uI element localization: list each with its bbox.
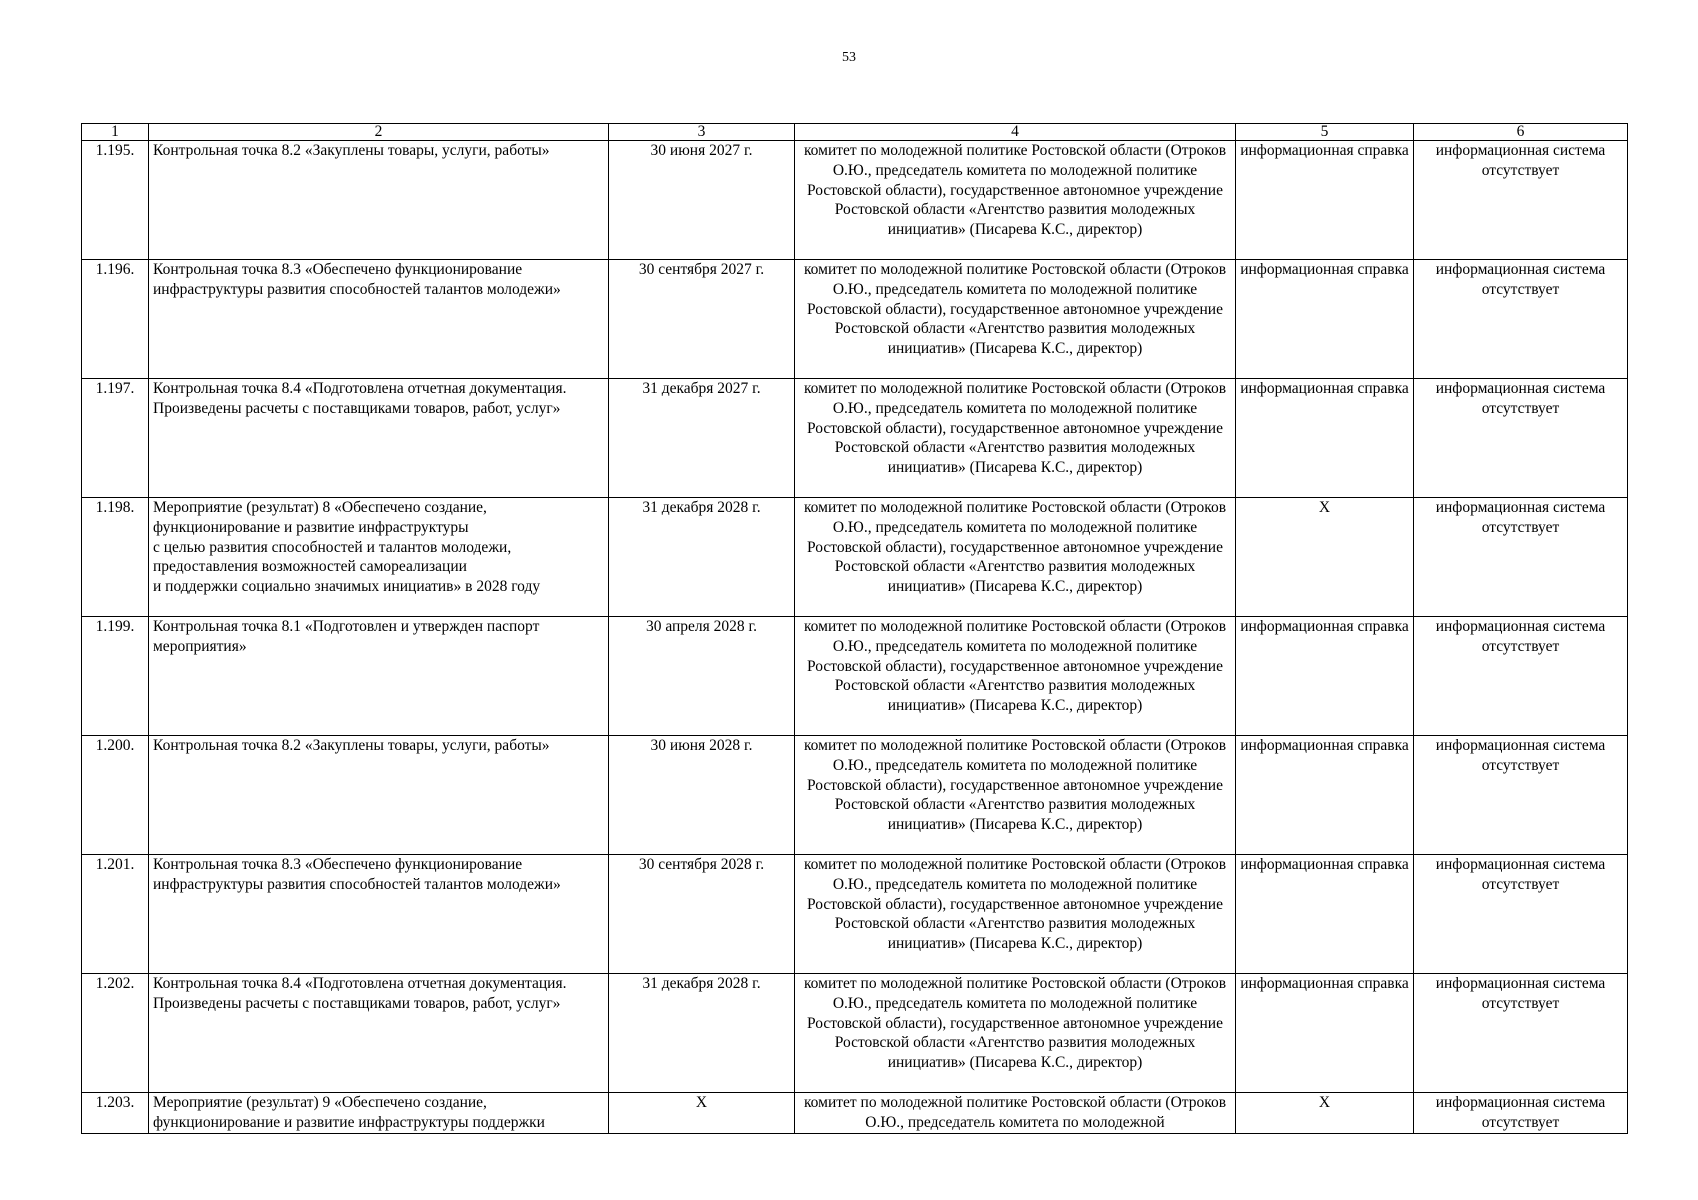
row-info-system: информационная система отсутствует bbox=[1414, 855, 1628, 974]
row-name-text: Контрольная точка 8.2 «Закуплены товары, услуги, работы» bbox=[153, 737, 550, 754]
row-number: 1.203. bbox=[82, 1093, 149, 1134]
table-row bbox=[82, 1093, 1628, 1134]
header-col-5: 5 bbox=[1236, 124, 1414, 141]
page-number: 53 bbox=[842, 50, 856, 65]
row-name bbox=[149, 498, 609, 617]
row-number: 1.201. bbox=[82, 855, 149, 974]
row-name-text: Контрольная точка 8.4 «Подготовлена отчетная документация. Произведены расчеты с поставщиками товаров, работ, услуг» bbox=[153, 975, 567, 1012]
table-row bbox=[82, 379, 1628, 498]
table-row bbox=[82, 498, 1628, 617]
row-date: 30 сентября 2027 г. bbox=[609, 260, 795, 379]
table-row bbox=[82, 260, 1628, 379]
table-row bbox=[82, 736, 1628, 855]
table-header bbox=[82, 124, 1628, 141]
table-body bbox=[82, 141, 1628, 1134]
row-responsible: комитет по молодежной политике Ростовской области (Отроков О.Ю., председатель комитета по молодежной политике Ростовской области), государственное автономное учреждение Ростовской области «Агентство развития молодежных инициатив» (Писарева К.С., директор) bbox=[795, 617, 1236, 736]
row-date: 30 апреля 2028 г. bbox=[609, 617, 795, 736]
row-doc-type: информационная справка bbox=[1236, 617, 1414, 736]
row-doc-type: информационная справка bbox=[1236, 736, 1414, 855]
row-number: 1.199. bbox=[82, 617, 149, 736]
row-responsible: комитет по молодежной политике Ростовской области (Отроков О.Ю., председатель комитета по молодежной политике Ростовской области), государственное автономное учреждение Ростовской области «Агентство развития молодежных инициатив» (Писарева К.С., директор) bbox=[795, 379, 1236, 498]
row-info-system: информационная система отсутствует bbox=[1414, 736, 1628, 855]
row-name-text: Мероприятие (результат) 9 «Обеспечено создание, функционирование и развитие инфраструктуры поддержки bbox=[153, 1094, 545, 1131]
header-row bbox=[82, 124, 1628, 141]
row-name bbox=[149, 379, 609, 498]
row-name bbox=[149, 617, 609, 736]
header-col-1: 1 bbox=[82, 124, 149, 141]
row-name-text: Контрольная точка 8.3 «Обеспечено функционирование инфраструктуры развития способностей талантов молодежи» bbox=[153, 856, 561, 893]
document-table bbox=[81, 123, 1628, 1134]
row-date: 30 июня 2027 г. bbox=[609, 141, 795, 260]
row-name-text: Контрольная точка 8.4 «Подготовлена отчетная документация. Произведены расчеты с поставщиками товаров, работ, услуг» bbox=[153, 380, 567, 417]
row-info-system: информационная система отсутствует bbox=[1414, 1093, 1628, 1134]
row-info-system: информационная система отсутствует bbox=[1414, 974, 1628, 1093]
row-responsible: комитет по молодежной политике Ростовской области (Отроков О.Ю., председатель комитета по молодежной политике Ростовской области), государственное автономное учреждение Ростовской области «Агентство развития молодежных инициатив» (Писарева К.С., директор) bbox=[795, 855, 1236, 974]
row-date: X bbox=[609, 1093, 795, 1134]
row-date: 31 декабря 2028 г. bbox=[609, 498, 795, 617]
row-responsible: комитет по молодежной политике Ростовской области (Отроков О.Ю., председатель комитета по молодежной политике Ростовской области), государственное автономное учреждение Ростовской области «Агентство развития молодежных инициатив» (Писарева К.С., директор) bbox=[795, 498, 1236, 617]
row-number: 1.196. bbox=[82, 260, 149, 379]
row-number: 1.200. bbox=[82, 736, 149, 855]
row-name-text: Мероприятие (результат) 8 «Обеспечено создание, функционирование и развитие инфраструктуры с целью развития способностей и талантов молодежи, предоставления возможностей самореализации и поддержки социально значимых инициатив» в 2028 году bbox=[153, 499, 541, 596]
table-row bbox=[82, 617, 1628, 736]
row-doc-type: X bbox=[1236, 1093, 1414, 1134]
row-doc-type: информационная справка bbox=[1236, 260, 1414, 379]
row-info-system: информационная система отсутствует bbox=[1414, 141, 1628, 260]
row-name bbox=[149, 1093, 609, 1134]
row-info-system: информационная система отсутствует bbox=[1414, 498, 1628, 617]
row-name bbox=[149, 974, 609, 1093]
row-doc-type: информационная справка bbox=[1236, 379, 1414, 498]
header-col-3: 3 bbox=[609, 124, 795, 141]
row-name bbox=[149, 855, 609, 974]
row-number: 1.198. bbox=[82, 498, 149, 617]
row-info-system: информационная система отсутствует bbox=[1414, 260, 1628, 379]
row-name bbox=[149, 141, 609, 260]
row-number: 1.197. bbox=[82, 379, 149, 498]
row-date: 31 декабря 2027 г. bbox=[609, 379, 795, 498]
row-info-system: информационная система отсутствует bbox=[1414, 379, 1628, 498]
row-responsible: комитет по молодежной политике Ростовской области (Отроков О.Ю., председатель комитета по молодежной политике Ростовской области), государственное автономное учреждение Ростовской области «Агентство развития молодежных инициатив» (Писарева К.С., директор) bbox=[795, 736, 1236, 855]
row-name-text: Контрольная точка 8.1 «Подготовлен и утвержден паспорт мероприятия» bbox=[153, 618, 540, 655]
row-doc-type: информационная справка bbox=[1236, 855, 1414, 974]
table-row bbox=[82, 974, 1628, 1093]
row-number: 1.195. bbox=[82, 141, 149, 260]
row-name-text: Контрольная точка 8.3 «Обеспечено функционирование инфраструктуры развития способностей талантов молодежи» bbox=[153, 261, 561, 298]
row-doc-type: X bbox=[1236, 498, 1414, 617]
row-responsible: комитет по молодежной политике Ростовской области (Отроков О.Ю., председатель комитета по молодежной bbox=[795, 1093, 1236, 1134]
table-row bbox=[82, 855, 1628, 974]
header-col-2: 2 bbox=[149, 124, 609, 141]
header-col-4: 4 bbox=[795, 124, 1236, 141]
row-responsible: комитет по молодежной политике Ростовской области (Отроков О.Ю., председатель комитета по молодежной политике Ростовской области), государственное автономное учреждение Ростовской области «Агентство развития молодежных инициатив» (Писарева К.С., директор) bbox=[795, 260, 1236, 379]
row-doc-type: информационная справка bbox=[1236, 974, 1414, 1093]
table-row bbox=[82, 141, 1628, 260]
row-responsible: комитет по молодежной политике Ростовской области (Отроков О.Ю., председатель комитета по молодежной политике Ростовской области), государственное автономное учреждение Ростовской области «Агентство развития молодежных инициатив» (Писарева К.С., директор) bbox=[795, 141, 1236, 260]
row-info-system: информационная система отсутствует bbox=[1414, 617, 1628, 736]
row-date: 31 декабря 2028 г. bbox=[609, 974, 795, 1093]
row-name bbox=[149, 260, 609, 379]
row-responsible: комитет по молодежной политике Ростовской области (Отроков О.Ю., председатель комитета по молодежной политике Ростовской области), государственное автономное учреждение Ростовской области «Агентство развития молодежных инициатив» (Писарева К.С., директор) bbox=[795, 974, 1236, 1093]
header-col-6: 6 bbox=[1414, 124, 1628, 141]
row-name-text: Контрольная точка 8.2 «Закуплены товары, услуги, работы» bbox=[153, 142, 550, 159]
row-number: 1.202. bbox=[82, 974, 149, 1093]
row-date: 30 июня 2028 г. bbox=[609, 736, 795, 855]
row-date: 30 сентября 2028 г. bbox=[609, 855, 795, 974]
row-doc-type: информационная справка bbox=[1236, 141, 1414, 260]
row-name bbox=[149, 736, 609, 855]
